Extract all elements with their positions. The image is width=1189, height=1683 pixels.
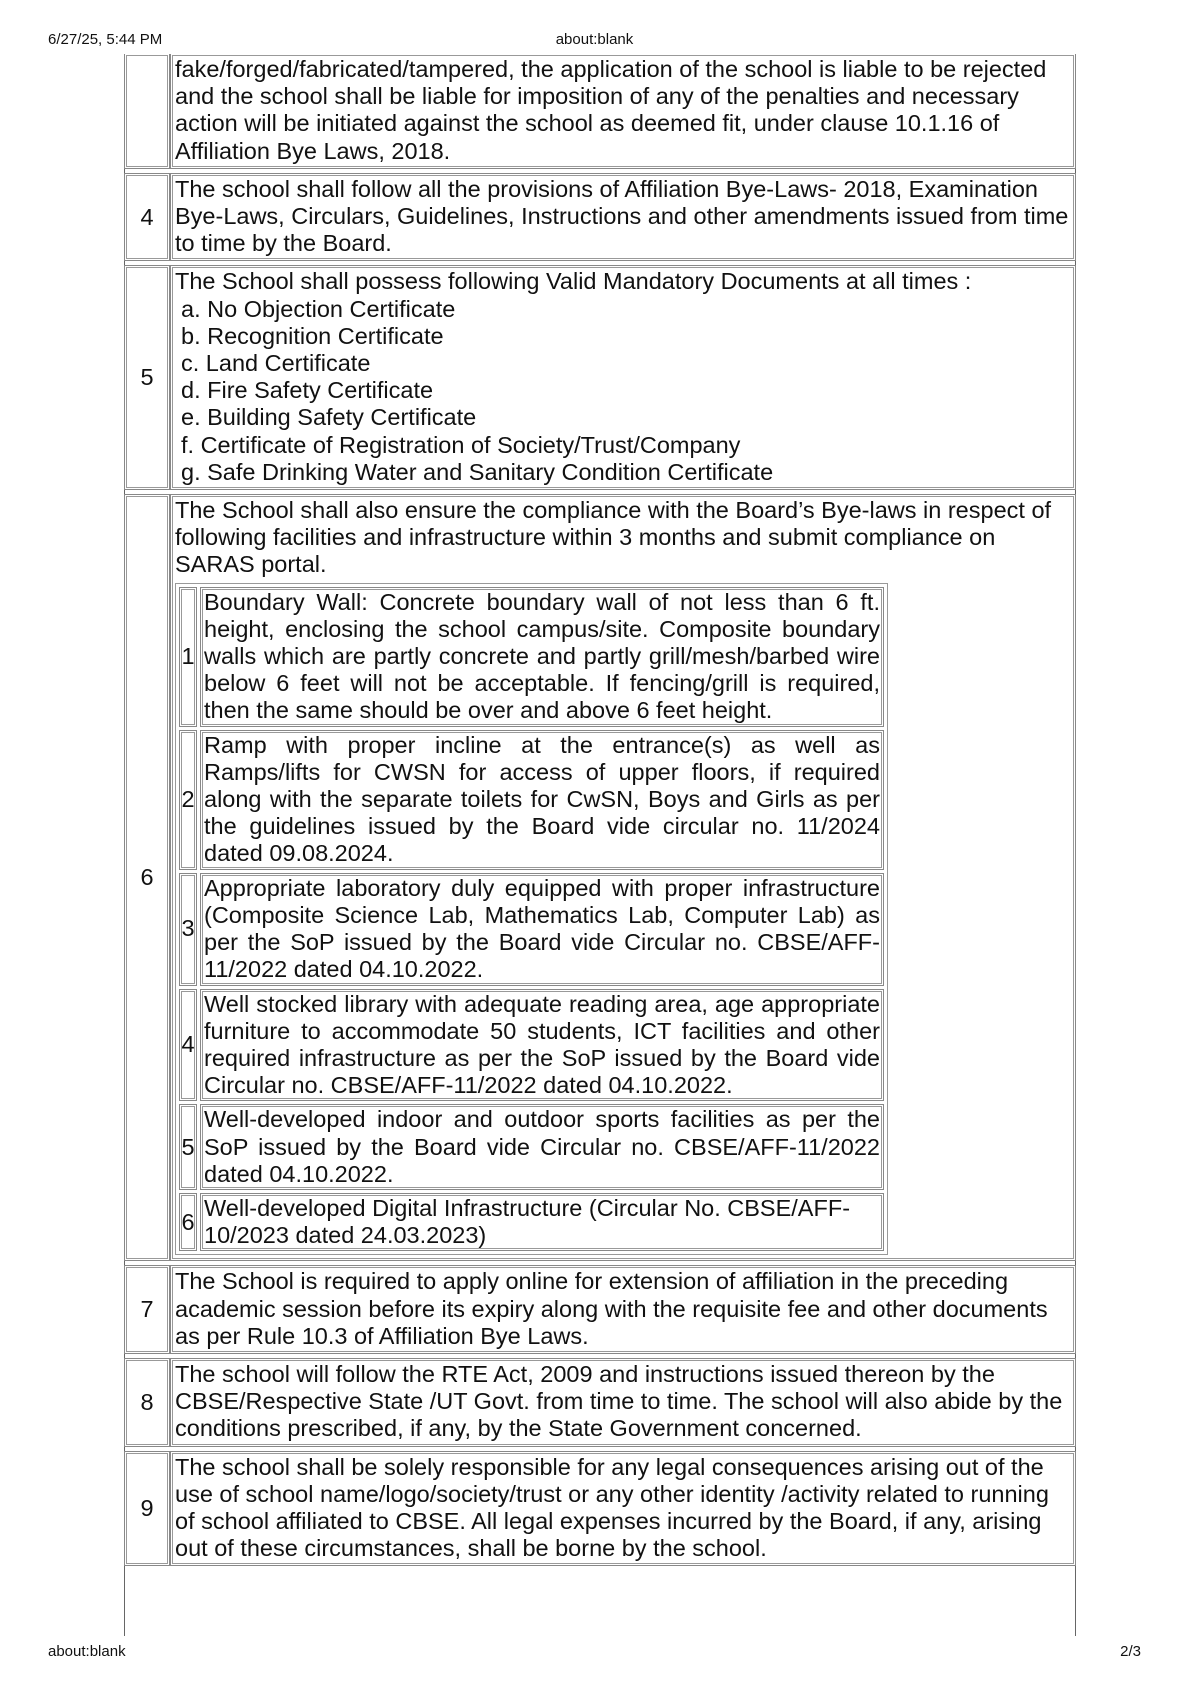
row-number: 7: [124, 1265, 170, 1354]
facilities-subtable: [175, 583, 888, 1256]
table-row: [124, 1265, 1076, 1354]
table-row: [124, 54, 1076, 169]
subitem-text: Ramp with proper incline at the entrance(s) as well as Ramps/lifts for CWSN for access of upper floors, if required along with the separate toilets for CwSN, Boys and Girls as per the guidelines issued by the Board vide circular no. 11/2024 dated 09.08.2024.: [200, 730, 884, 870]
row-text: The School shall possess following Valid Mandatory Documents at all times :: [175, 268, 972, 295]
list-item: e. Building Safety Certificate: [181, 404, 477, 431]
table-row: [124, 1451, 1076, 1567]
row-text: The school shall be solely responsible for any legal consequences arising out of the use of school name/logo/society/trust or any other identity /activity related to running of school affiliated to CBSE. All legal expenses incurred by the Board, if any, arising out of these circumstances, shall be borne by the school.: [170, 1451, 1076, 1567]
row-number: [124, 54, 170, 169]
table-row: [124, 1358, 1076, 1447]
subtable-row: [179, 1193, 884, 1251]
row-text: The School shall also ensure the compliance with the Board’s Bye-laws in respect of following facilities and infrastructure within 3 months and submit compliance on SARAS portal.: [175, 497, 1052, 578]
subitem-text: Well-developed indoor and outdoor sports facilities as per the SoP issued by the Board vide Circular no. CBSE/AFF-11/2022 dated 04.10.2022.: [200, 1104, 884, 1190]
list-item: c. Land Certificate: [181, 350, 371, 377]
row-text: The school shall follow all the provisions of Affiliation Bye-Laws- 2018, Examination Bye-Laws, Circulars, Guidelines, Instructions and other amendments issued from time to time by the Board.: [170, 173, 1076, 262]
subtable-row: [179, 587, 884, 727]
print-url-footer: about:blank: [48, 1643, 126, 1660]
subtable-row: [179, 1104, 884, 1190]
row-number: 5: [124, 265, 170, 490]
print-datetime: 6/27/25, 5:44 PM: [48, 31, 163, 48]
row-content: [170, 494, 1076, 1261]
subitem-number: 6: [179, 1193, 197, 1251]
list-item: b. Recognition Certificate: [181, 322, 444, 349]
print-url-header: about:blank: [555, 31, 634, 48]
row-number: 6: [124, 494, 170, 1261]
subtable-row: [179, 873, 884, 986]
subtable-row: [179, 730, 884, 870]
subitem-text: Well stocked library with adequate reading area, age appropriate furniture to accommodate 50 students, ICT facilities and other required infrastructure as per the SoP issued by the Board vide Circular no. CBSE/AFF-11/2022 dated 04.10.2022.: [200, 989, 884, 1102]
list-item: g. Safe Drinking Water and Sanitary Condition Certificate: [181, 458, 774, 485]
list-item: a. No Objection Certificate: [181, 295, 456, 322]
page-number: 2/3: [1120, 1643, 1141, 1660]
table-row: [124, 265, 1076, 490]
row-text: The School is required to apply online for extension of affiliation in the preceding academic session before its expiry along with the requisite fee and other documents as per Rule 10.3 of Affiliation Bye Laws.: [170, 1265, 1076, 1354]
row-text: The school will follow the RTE Act, 2009 and instructions issued thereon by the CBSE/Respective State /UT Govt. from time to time. The school will also abide by the conditions prescribed, if any, by the State Government concerned.: [170, 1358, 1076, 1447]
subitem-text: Boundary Wall: Concrete boundary wall of not less than 6 ft. height, enclosing the school campus/site. Composite boundary walls which are partly concrete and partly grill/mesh/barbed wire below 6 feet will not be acceptable. If fencing/grill is required, then the same should be over and above 6 feet height.: [200, 587, 884, 727]
list-item: f. Certificate of Registration of Society/Trust/Company: [181, 431, 741, 458]
subitem-number: 1: [179, 587, 197, 727]
subtable-row: [179, 989, 884, 1102]
subitem-text: Appropriate laboratory duly equipped with proper infrastructure (Composite Science Lab, Mathematics Lab, Computer Lab) as per the SoP issued by the Board vide Circular no. CBSE/AFF-11/2022 dated 04.10.2022.: [200, 873, 884, 986]
table-row: [124, 494, 1076, 1261]
subitem-text: Well-developed Digital Infrastructure (Circular No. CBSE/AFF-10/2023 dated 24.03.2023): [200, 1193, 884, 1251]
table-row: [124, 173, 1076, 262]
row-content: [170, 265, 1076, 490]
subitem-number: 4: [179, 989, 197, 1102]
conditions-table: [124, 50, 1076, 1570]
subitem-number: 2: [179, 730, 197, 870]
row-number: 9: [124, 1451, 170, 1567]
row-number: 8: [124, 1358, 170, 1447]
list-item: d. Fire Safety Certificate: [181, 377, 434, 404]
row-number: 4: [124, 173, 170, 262]
row-text: fake/forged/fabricated/tampered, the application of the school is liable to be rejected and the school shall be liable for imposition of any of the penalties and necessary action will be initiated against the school as deemed fit, under clause 10.1.16 of Affiliation Bye Laws, 2018.: [170, 54, 1076, 169]
subitem-number: 5: [179, 1104, 197, 1190]
document-list: [175, 296, 1072, 486]
subitem-number: 3: [179, 873, 197, 986]
